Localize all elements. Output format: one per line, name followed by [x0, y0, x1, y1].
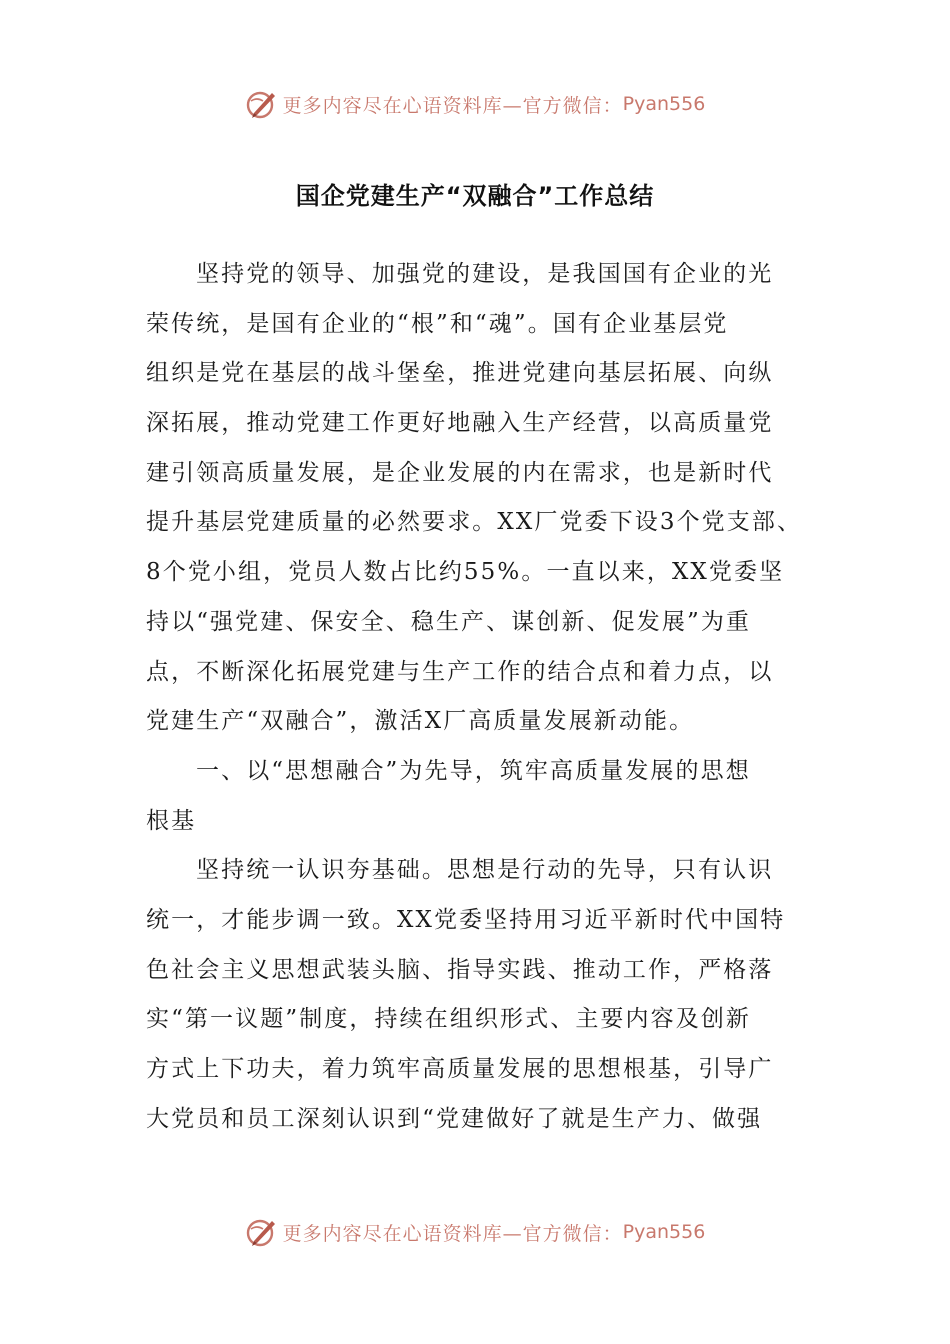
- watermark-text: 更多内容尽在心语资料库—官方微信：: [282, 1222, 623, 1245]
- paragraph-line: 大党员和员工深刻认识到“党建做好了就是生产力、做强: [146, 1105, 763, 1132]
- paragraph-line: 点，不断深化拓展党建与生产工作的结合点和着力点，以: [146, 658, 774, 685]
- paragraph-line: 荣传统，是国有企业的“根”和“魂”。国有企业基层党: [146, 310, 729, 337]
- paragraph-line: 持以“强党建、保安全、稳生产、谋创新、促发展”为重: [146, 608, 752, 635]
- watermark-text: 更多内容尽在心语资料库—官方微信：: [282, 94, 623, 117]
- paragraph-line: 坚持统一认识夯基础。思想是行动的先导，只有认识: [196, 857, 774, 884]
- paragraph-line: 深拓展，推动党建工作更好地融入生产经营，以高质量党: [146, 410, 774, 437]
- watermark-header: [0, 84, 950, 124]
- paragraph-line: 方式上下功夫，着力筑牢高质量发展的思想根基，引导广: [146, 1056, 774, 1082]
- paragraph-line: 色社会主义思想武装头脑、指导实践、推动工作，严格落: [146, 956, 774, 983]
- pen-logo-icon: [245, 1215, 279, 1249]
- paragraph-line: 统一，才能步调一致。XX党委坚持用习近平新时代中国特: [146, 906, 786, 933]
- paragraph-line: 坚持党的领导、加强党的建设，是我国国有企业的光: [196, 261, 774, 287]
- paragraph-line: 8个党小组，党员人数占比约55%。一直以来，XX党委坚: [146, 559, 785, 586]
- pen-logo-icon: [245, 87, 279, 121]
- paragraph-line: 党建生产“双融合”，激活X厂高质量发展新动能。: [146, 708, 695, 735]
- document-title: 国企党建生产“双融合”工作总结: [295, 182, 655, 210]
- paragraph-line: 提升基层党建质量的必然要求。XX厂党委下设3个党支部、: [146, 509, 803, 536]
- paragraph-line: 实“第一议题”制度，持续在组织形式、主要内容及创新: [146, 1006, 752, 1033]
- section-heading-line: 根基: [146, 807, 197, 834]
- paragraph-line: 组织是党在基层的战斗堡垒，推进党建向基层拓展、向纵: [146, 360, 774, 387]
- document-body: [146, 250, 803, 1144]
- watermark-wechat-id: Pyan556: [622, 1221, 706, 1243]
- watermark-footer: [0, 1212, 950, 1252]
- section-heading-line: 一、以“思想融合”为先导，筑牢高质量发展的思想: [196, 757, 751, 784]
- watermark-wechat-id: Pyan556: [622, 93, 706, 115]
- paragraph-line: 建引领高质量发展，是企业发展的内在需求，也是新时代: [146, 459, 774, 486]
